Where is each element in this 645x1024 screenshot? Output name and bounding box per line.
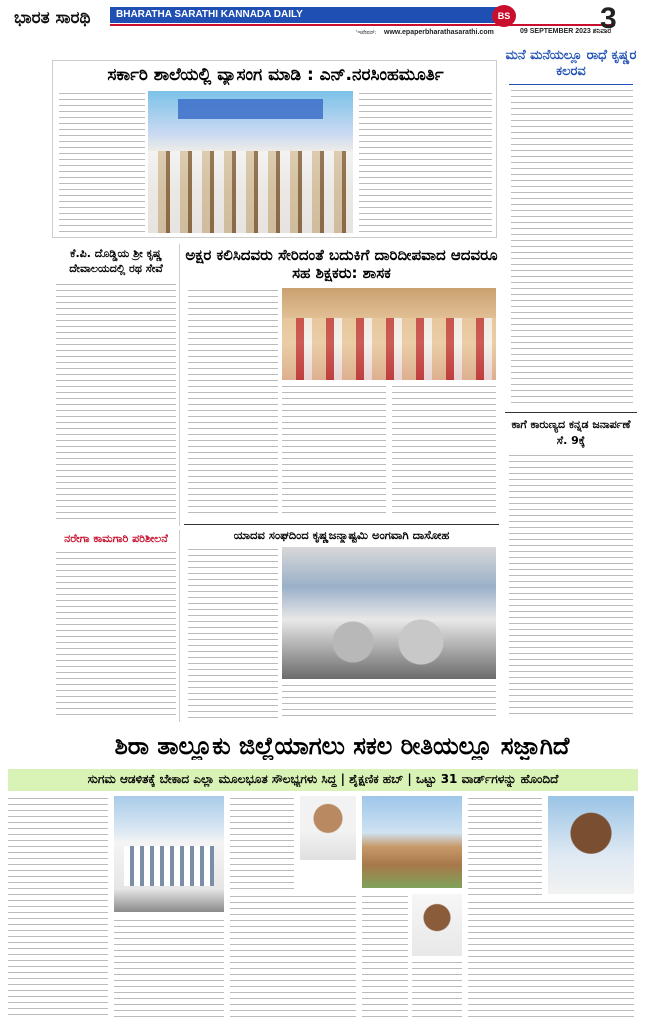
yadava-photo <box>282 547 496 679</box>
red-rule <box>110 24 615 26</box>
lead-body-col2 <box>359 91 492 233</box>
chariot-article <box>52 244 180 526</box>
sira-headline-band <box>42 728 642 768</box>
nrega-body <box>56 550 176 718</box>
teachers-photo <box>282 288 496 380</box>
krishna-right-headline-text: ಮನೆ ಮನೆಯಲ್ಲೂ ರಾಧೆ ಕೃಷ್ಣರ ಕಲರವ <box>505 48 637 79</box>
sira-body-col8 <box>468 900 634 1018</box>
lead-headline: ಸರ್ಕಾರಿ ಶಾಲೆಯಲ್ಲಿ ವ್ಯಾಸಂಗ ಮಾಡಿ : ಎನ್.ನರಸಿಂಹಮೂರ್ತಿ <box>107 65 444 85</box>
krishna-right-article <box>505 44 637 410</box>
yadava-body-col1 <box>188 547 278 719</box>
crow-body <box>509 453 633 719</box>
yadava-photo-vessels <box>302 617 472 667</box>
sira-body-col4 <box>230 894 356 1018</box>
sira-subheadline: ಸುಗಮ ಆಡಳಿತಕ್ಕೆ ಬೇಕಾದ ಎಲ್ಲಾ ಮೂಲಭೂತ ಸೌಲಭ್ಯಗಳು ಸಿದ್ಧ | ಶೈಕ್ಷಣಿಕ ಹಬ್ | ಒಟ್ಟು 31 ವಾರ್ಡ್‌ಗಳನ್ನು ಹೊಂದಿದೆ <box>87 772 559 786</box>
chariot-headline <box>52 246 180 276</box>
crow-article <box>505 412 637 722</box>
crow-headline <box>505 417 637 449</box>
yadava-article <box>184 524 499 722</box>
teachers-body-col3 <box>392 384 496 518</box>
website-label: 'ಇಪೇಪರ್: <box>356 30 377 36</box>
nrega-headline: ನರೇಗಾ ಕಾಮಗಾರಿ ಪರಿಶೀಲನೆ <box>64 532 168 545</box>
lead-photo <box>148 91 353 233</box>
teachers-article <box>184 244 499 522</box>
sira-building-windows <box>124 846 214 886</box>
krishna-right-headline <box>505 48 637 80</box>
teachers-photo-people <box>282 318 496 380</box>
crow-headline-text: ಕಾಗೆ ಕಾರುಣ್ಯದ ಕನ್ನಡ ಜನಾರ್ಪಣೆ ಸೆ. 9ಕ್ಕೆ <box>511 418 631 447</box>
nrega-article <box>52 530 180 722</box>
teachers-body-col1 <box>188 288 278 518</box>
sira-body-col6 <box>412 960 462 1018</box>
sira-fort-photo <box>362 796 462 888</box>
sira-headline: ಶಿರಾ ತಾಲ್ಲೂಕು ಜಿಲ್ಲೆಯಾಗಲು ಸಕಲ ರೀತಿಯಲ್ಲೂ ಸಜ್ಜಾಗಿದೆ <box>114 732 570 760</box>
masthead-banner <box>110 7 500 23</box>
bs-logo-text: BS <box>497 11 511 21</box>
chariot-body <box>56 282 176 522</box>
lead-photo-crowd <box>148 151 353 233</box>
page-number: 3 <box>600 2 617 35</box>
sira-body-col5 <box>362 894 408 1018</box>
krishna-right-body <box>511 88 633 406</box>
sira-body-col7 <box>468 796 542 896</box>
teachers-headline-text: ಅಕ್ಷರ ಕಲಿಸಿದವರು ಸೇರಿದಂತೆ ಬದುಕಿಗೆ ದಾರಿದೀಪವಾದ ಆದವರೂ ಸಹ ಶಿಕ್ಷಕರು: ಶಾಸಕ <box>185 246 498 282</box>
sira-second-portrait <box>412 894 462 956</box>
sira-building-photo <box>114 796 224 912</box>
masthead <box>0 0 645 42</box>
chariot-headline-text: ಕೆ.ಪಿ. ದೊಡ್ಡಿಯ ಶ್ರೀ ಕೃಷ್ಣ ದೇವಾಲಯದಲ್ಲಿ ರಥ ಸೇವೆ <box>69 247 163 275</box>
lead-body-col1 <box>59 91 145 233</box>
lead-photo-banner <box>178 99 323 119</box>
sira-body-col2 <box>114 918 224 1018</box>
sira-body-col3 <box>230 796 294 890</box>
sira-body-col1 <box>8 796 108 1018</box>
yadava-headline: ಯಾದವ ಸಂಘದಿಂದ ಕೃಷ್ಣಜನ್ಮಾಷ್ಟಮಿ ಅಂಗವಾಗಿ ದಾಸೋಹ <box>233 528 450 542</box>
date-line: 09 SEPTEMBER 2023 ಶನಿವಾರ <box>520 28 612 35</box>
teachers-headline <box>184 246 499 282</box>
sira-subheadline-bar <box>8 769 638 791</box>
sira-body <box>8 794 638 1020</box>
logo-kannada: ಭಾರತ ಸಾರಥಿ <box>14 8 91 28</box>
sira-third-portrait <box>548 796 634 894</box>
sira-politician-portrait <box>300 796 356 860</box>
logo-english: BHARATHA SARATHI KANNADA DAILY <box>116 9 303 20</box>
lead-article <box>52 60 497 238</box>
website-link[interactable]: www.epaperbharathasarathi.com <box>384 29 494 36</box>
krishna-right-rule <box>509 84 633 85</box>
teachers-body-col2 <box>282 384 386 518</box>
yadava-caption <box>282 683 496 719</box>
